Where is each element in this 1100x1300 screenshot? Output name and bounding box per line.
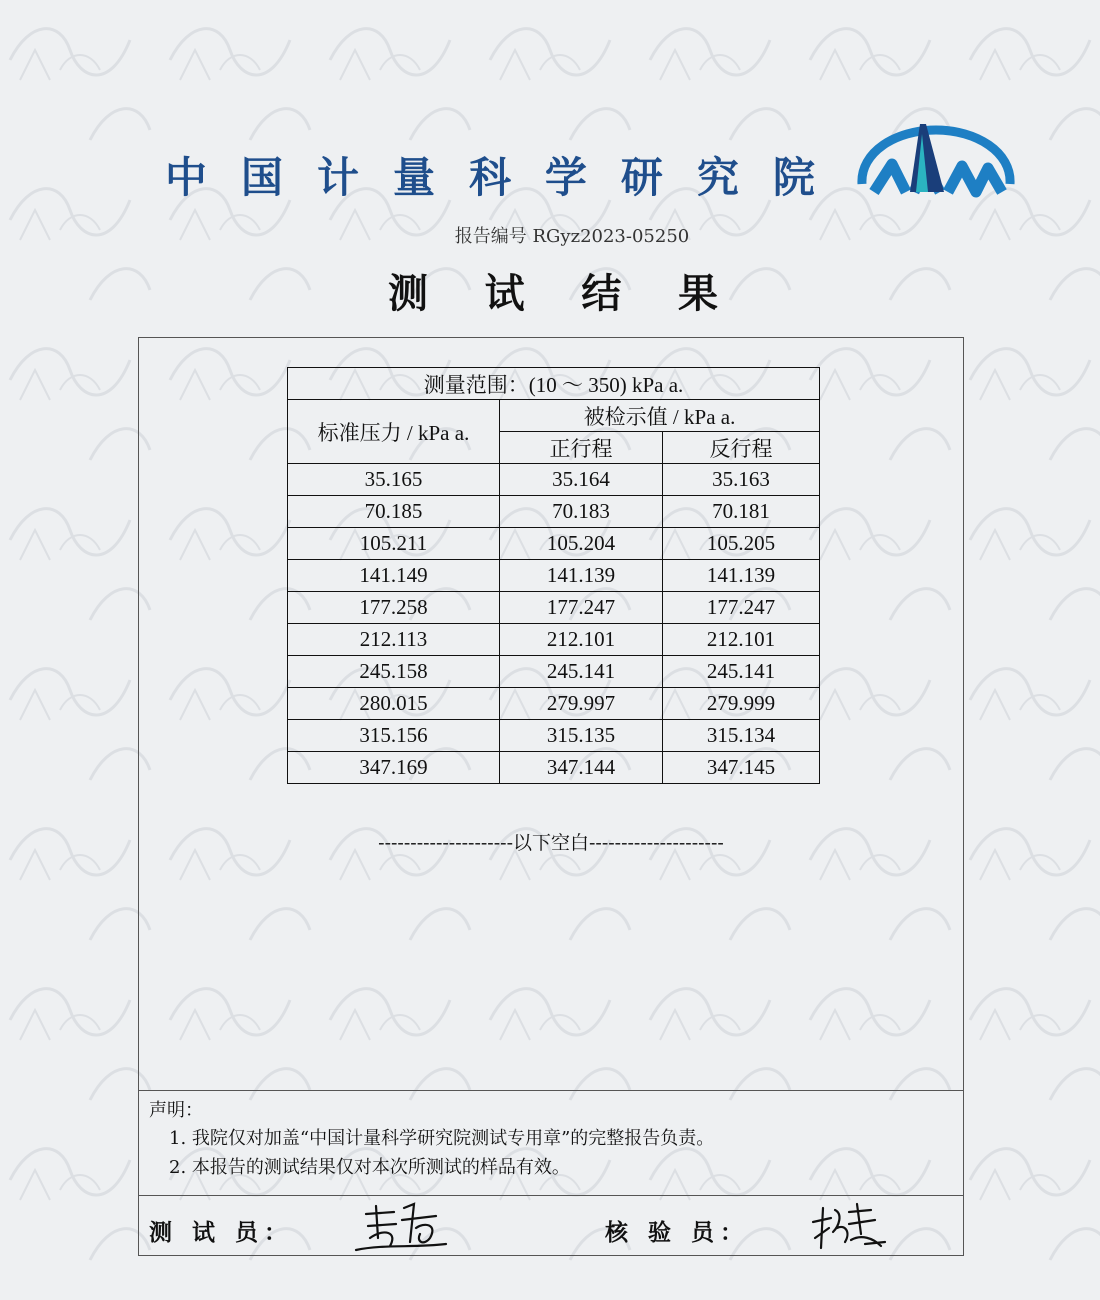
standard-value: 212.113	[288, 624, 500, 656]
statement-divider	[139, 1090, 963, 1091]
reverse-value: 35.163	[663, 464, 820, 496]
standard-value: 35.165	[288, 464, 500, 496]
forward-value: 70.183	[500, 496, 663, 528]
forward-value: 177.247	[500, 592, 663, 624]
forward-value: 35.164	[500, 464, 663, 496]
indicated-value-header: 被检示值 / kPa a.	[500, 400, 820, 432]
reverse-value: 70.181	[663, 496, 820, 528]
table-row	[288, 528, 820, 560]
standard-value: 177.258	[288, 592, 500, 624]
results-table	[287, 367, 820, 784]
reviewer-signature-icon	[809, 1198, 889, 1254]
report-number: 报告编号 RGyz2023-05250	[454, 226, 690, 247]
statement-title: 声明：	[149, 1100, 203, 1121]
reverse-value: 245.141	[663, 656, 820, 688]
table-row	[288, 656, 820, 688]
institute-char: 究	[696, 153, 739, 202]
forward-value: 315.135	[500, 720, 663, 752]
institute-char: 国	[240, 153, 283, 202]
forward-value: 279.997	[500, 688, 663, 720]
institute-logo-icon	[856, 122, 1016, 200]
forward-value: 105.204	[500, 528, 663, 560]
reverse-value: 315.134	[663, 720, 820, 752]
table-row	[288, 464, 820, 496]
reverse-stroke-header: 反行程	[663, 432, 820, 464]
signature-divider	[139, 1195, 963, 1196]
standard-value: 315.156	[288, 720, 500, 752]
standard-value: 105.211	[288, 528, 500, 560]
reverse-value: 212.101	[663, 624, 820, 656]
institute-char: 计	[316, 153, 359, 202]
forward-value: 212.101	[500, 624, 663, 656]
table-row	[288, 688, 820, 720]
institute-char: 学	[544, 153, 587, 202]
title-char: 果	[677, 269, 718, 317]
blank-below-note: ---------------------以下空白---------------------	[378, 832, 724, 854]
standard-value: 347.169	[288, 752, 500, 784]
statement-item: 2. 本报告的测试结果仅对本次所测试的样品有效。	[169, 1157, 570, 1178]
institute-name	[165, 145, 815, 205]
standard-value: 70.185	[288, 496, 500, 528]
reverse-value: 279.999	[663, 688, 820, 720]
forward-stroke-header: 正行程	[500, 432, 663, 464]
standard-pressure-header: 标准压力 / kPa a.	[288, 400, 500, 464]
measurement-range: 测量范围：(10 ～ 350) kPa a.	[288, 368, 820, 400]
table-row	[288, 720, 820, 752]
standard-value: 280.015	[288, 688, 500, 720]
title-char: 结	[581, 269, 622, 317]
forward-value: 141.139	[500, 560, 663, 592]
institute-char: 科	[468, 153, 511, 202]
institute-char: 院	[772, 153, 815, 202]
forward-value: 347.144	[500, 752, 663, 784]
standard-value: 245.158	[288, 656, 500, 688]
page-title	[388, 262, 718, 318]
table-row	[288, 592, 820, 624]
standard-value: 141.149	[288, 560, 500, 592]
table-row	[288, 752, 820, 784]
reverse-value: 105.205	[663, 528, 820, 560]
institute-char: 研	[620, 153, 663, 202]
title-char: 测	[388, 269, 428, 317]
tester-label: 测 试 员：	[149, 1219, 294, 1246]
reverse-value: 177.247	[663, 592, 820, 624]
institute-char: 量	[392, 153, 435, 202]
table-row	[288, 496, 820, 528]
institute-char: 中	[165, 153, 208, 202]
table-row	[288, 624, 820, 656]
statement-item: 1. 我院仅对加盖“中国计量科学研究院测试专用章”的完整报告负责。	[169, 1128, 715, 1149]
results-frame	[138, 337, 964, 1256]
reviewer-label: 核 验 员：	[605, 1219, 750, 1246]
table-row	[288, 560, 820, 592]
reverse-value: 141.139	[663, 560, 820, 592]
title-char: 试	[484, 269, 525, 317]
tester-signature-icon	[354, 1198, 449, 1254]
forward-value: 245.141	[500, 656, 663, 688]
reverse-value: 347.145	[663, 752, 820, 784]
